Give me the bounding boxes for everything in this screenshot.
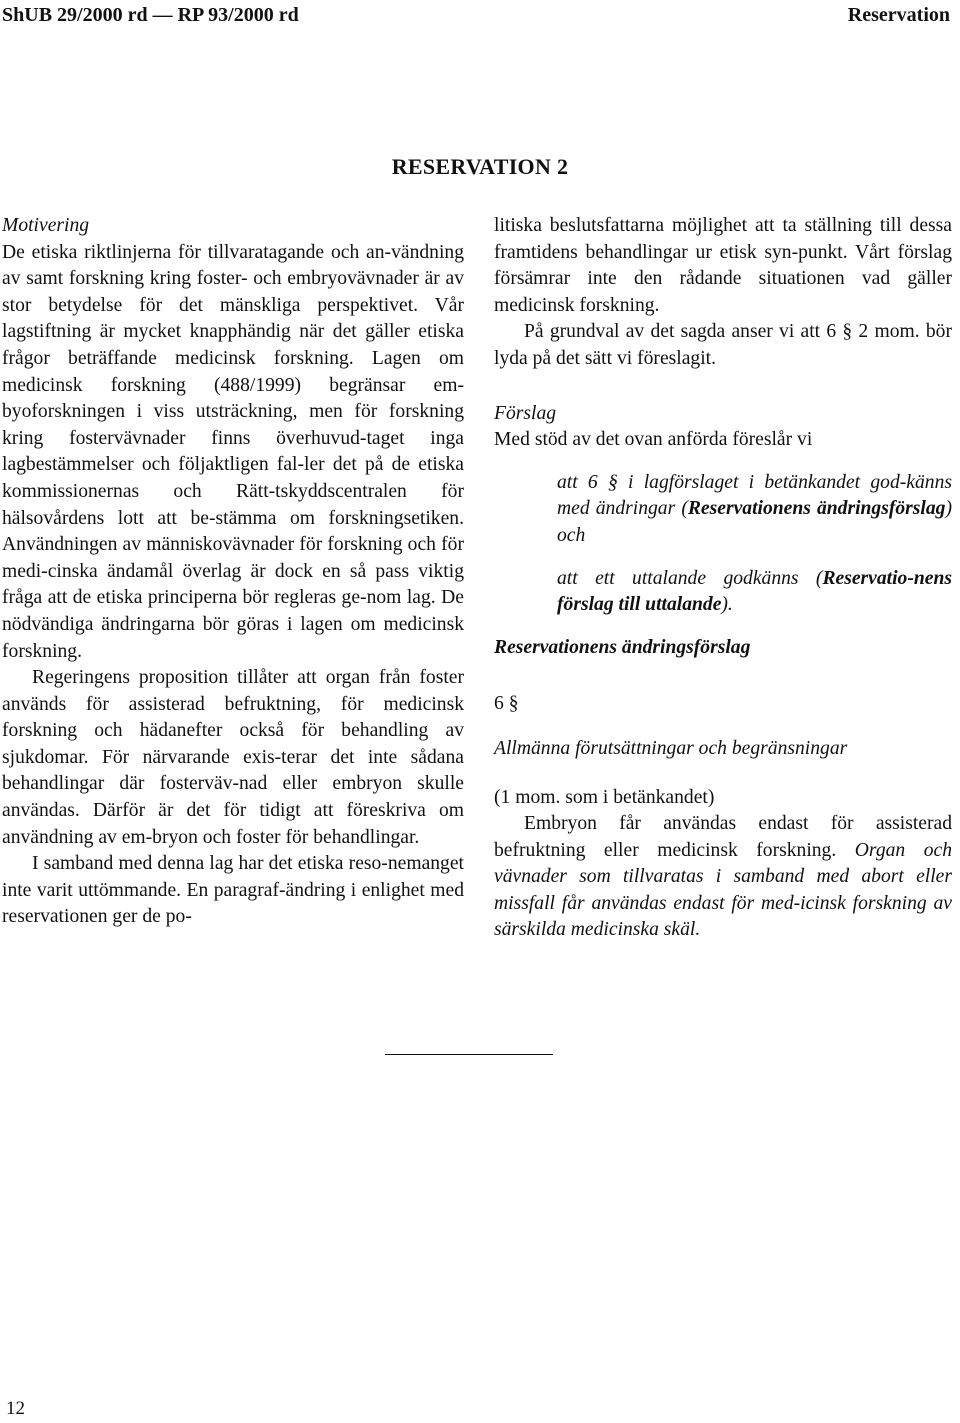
moment-2 [494, 811, 952, 944]
proposal-1-text: att 6 § i lagförslaget i betänkandet god-känns med ändringar ( [557, 471, 952, 520]
paragraph-grundval: På grundval av det sagda anser vi att 6 § 2 mom. bör lyda på det sätt vi föreslagit. [494, 321, 952, 369]
end-rule [385, 1054, 553, 1055]
section-number: 6 § [494, 693, 519, 715]
running-header-right: Reservation [847, 4, 950, 26]
page-title: RESERVATION 2 [391, 154, 569, 179]
paragraph-continuation: litiska beslutsfattarna möjlighet att ta ställning till dessa framtidens behandlingar ur etisk syn-punkt. Vårt förslag försämrar inte den rådande situationen vad gäller medicinsk forskning. [494, 215, 952, 316]
proposal-2-text: att ett uttalande godkänns ( [557, 567, 823, 589]
heading-motivering: Motivering [2, 215, 90, 236]
proposal-1-end: ) och [557, 498, 952, 546]
section-title: Allmänna förutsättningar och begränsningar [494, 737, 848, 759]
running-header-left: ShUB 29/2000 rd — RP 93/2000 rd [2, 4, 299, 26]
right-column [494, 213, 952, 944]
moment-2-text: Embryon får användas endast för assisterad befruktning eller medicinsk forskning. [494, 813, 952, 861]
proposal-item-1 [557, 470, 952, 550]
paragraph-1: De etiska riktlinjerna för tillvaratagande och an-vändning av samt forskning kring foster- och embryovävnader är av stor betydelse för det mänskliga perspektivet. Vår lagstiftning är mycket knapphändig när det gäller etiska frågor beträffande medicinsk forskning. Lagen om medicinsk forskning (488/1999) begränsar em-byoforskningen i viss utsträckning, men för forskning kring fostervävnader finns överhuvud-taget inga lagbestämmelser och följaktligen fal-ler det på de etiska kommissionernas och Rätt-tskyddscentralen för hälsovårdens lott att be-stämma om forskningsetiken. Användningen av människovävnader för forskning och för medi-cinska ändamål överlag är dock en så pass viktig fråga att de etiska principerna bör regleras ge-nom lag. De nödvändiga ändringarna bör göras i lagen om medicinsk forskning. [2, 241, 464, 662]
left-column [2, 213, 464, 931]
paragraph-2: Regeringens proposition tillåter att organ från foster används för assisterad befruktning, för medicinsk forskning och hädanefter också för behandling av sjukdomar. För närvarande exis-terar det inte sådana behandlingar där fosterväv-nad eller embryon skulle användas. Därför är det för tidigt att föreskriva om användning av em-bryon och foster för behandlingar. [2, 667, 464, 848]
proposal-2-bold: Reservatio-nens förslag till uttalande [557, 567, 952, 616]
proposal-item-2 [557, 566, 952, 619]
page-number: 12 [6, 1398, 25, 1419]
heading-andringsforslag: Reservationens ändringsförslag [494, 636, 751, 658]
heading-forslag: Förslag [494, 402, 557, 424]
moment-2-amendment: Organ och vävnader som tillvaratas i samband med abort eller missfall får användas endast för med-icinsk forskning av särskilda medicinska skäl. [494, 839, 952, 941]
proposal-1-bold: Reservationens ändringsförslag [687, 498, 946, 520]
proposal-intro: Med stöd av det ovan anförda föreslår vi [494, 429, 813, 451]
paragraph-3: I samband med denna lag har det etiska reso-nemanget inte varit uttömmande. En paragraf-ändring i enlighet med reservationen ger de po- [2, 853, 464, 928]
proposal-2-end: ). [721, 594, 733, 616]
moment-1: (1 mom. som i betänkandet) [494, 786, 715, 808]
